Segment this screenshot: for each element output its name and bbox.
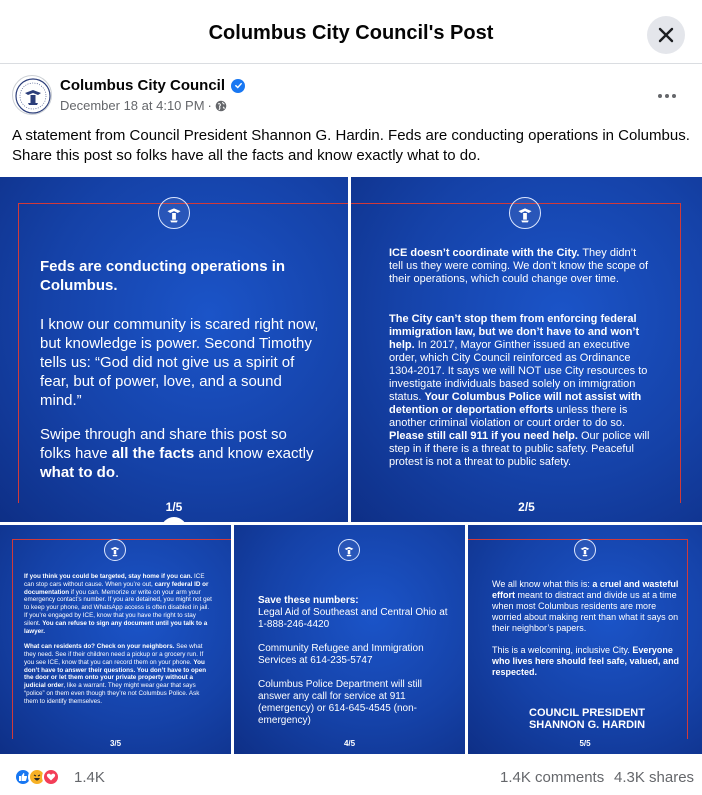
more-dot-icon <box>658 94 662 98</box>
post-stats <box>0 760 702 795</box>
slide-page-number: 4/5 <box>343 739 356 748</box>
slide-heading: Feds are conducting operations in Columbus. <box>40 258 286 294</box>
post-author[interactable] <box>60 77 245 94</box>
slide-body: ICE doesn’t coordinate with the City. They didn’t tell us they were coming. We don’t know the scope of their operations, which could change over time. <box>389 247 649 285</box>
slide-page-number: 3/5 <box>109 739 122 748</box>
more-options-button[interactable] <box>652 84 682 108</box>
close-button[interactable] <box>647 16 685 54</box>
seal-icon <box>509 197 541 229</box>
slide-body: If you think you could be targeted, stay home if you can. ICE can stop cars without cause. When you’re out, carry federal ID or documentation if you can. Memorize or write on your arm your emergency contact’s number. If you are detained, you might not get to keep your phone, and WhatsApp access is often disabled in jail. If you’re engaged by ICE, know that you have the right to stay silent. You can refuse to sign any document until you talk to a lawyer. What can residents do? Check on your neighbors. See what they need. See if their children need a pickup or a grocery run. If you see ICE, know that you can record them on your phone. You don’t have to answer their questions. You don’t have to open the door or let them onto your private property without a judicial order, like a warrant. They might wear gear that says “police” on them even though they’re not Columbus Police. Ask them to identify themselves. <box>24 573 212 705</box>
author-name[interactable]: Columbus City Council <box>60 77 225 94</box>
seal-icon <box>158 197 190 229</box>
meta-separator: · <box>207 98 212 113</box>
slide-marker <box>161 517 187 522</box>
slide-body: I know our community is scared right now, but knowledge is power. Second Timothy tells us: “God did not give us a spirit of fear, but of power, love, and a sound mind.” <box>40 316 319 409</box>
slide-4[interactable] <box>234 525 465 754</box>
seal-icon <box>338 539 360 561</box>
city-seal-icon <box>13 76 52 115</box>
avatar[interactable] <box>12 75 52 115</box>
more-dot-icon <box>672 94 676 98</box>
more-dot-icon <box>665 94 669 98</box>
slide-1[interactable] <box>0 177 348 522</box>
reaction-icons[interactable] <box>14 768 56 786</box>
slide-page-number: 2/5 <box>518 500 535 514</box>
dialog-title: Columbus City Council's Post <box>208 22 494 44</box>
slide-body: The City can’t stop them from enforcing federal immigration law, but we don’t have to and won’t help. In 2017, Mayor Ginther issued an executive order, which City Council reinforced as Ordinance 1304-2017. It says we will NOT use City resources to investigate individuals based solely on immigration status. Your Columbus Police will not assist with detention or deportation efforts unless there is another criminal violation or court order to do so. Please still call 911 if you need help. Our police will step in if there is a threat to public safety. Peaceful protest is not a threat to public safety. <box>389 313 650 468</box>
reaction-count[interactable]: 1.4K <box>74 769 105 786</box>
slide-body: Save these numbers: Legal Aid of Southeast and Central Ohio at 1-888-246-4420 Community Refugee and Immigration Services at 614-235-5747 Columbus Police Department will still answer any call for service at 911 (emergency) or 614-645-4545 (non-emergency) <box>258 595 448 726</box>
post-meta <box>60 98 227 113</box>
slide-5[interactable] <box>468 525 702 754</box>
love-icon <box>42 768 60 786</box>
seal-icon <box>104 539 126 561</box>
slide-page-number: 5/5 <box>579 739 591 748</box>
slide-page-number: 1/5 <box>165 500 183 514</box>
slide-body: We all know what this is: a cruel and wasteful effort meant to distract and divide us at a time when most Columbus residents are more worried about making rent than what it says on their neighbor’s papers. This is a welcoming, inclusive City. Everyone who lives here should feel safe, valued, and respected. <box>492 579 680 677</box>
slide-swipe-text: Swipe through and share this post so folks have all the facts and know exactly what to do. <box>40 426 314 481</box>
shares-count[interactable]: 4.3K shares <box>614 769 695 786</box>
post-caption: A statement from Council President Shannon G. Hardin. Feds are conducting operations in Columbus. Share this post so folks have all the facts and know exactly what to do. <box>12 127 690 164</box>
seal-icon <box>574 539 596 561</box>
slide-3[interactable] <box>0 525 231 754</box>
post-timestamp[interactable]: December 18 at 4:10 PM <box>60 98 205 113</box>
close-icon <box>658 27 674 43</box>
slide-2[interactable] <box>351 177 702 522</box>
comments-count[interactable]: 1.4K comments <box>500 769 605 786</box>
slide-signature: COUNCIL PRESIDENT SHANNON G. HARDIN <box>528 707 646 731</box>
photo-grid <box>0 177 702 754</box>
globe-icon[interactable] <box>215 100 227 112</box>
dialog-header <box>0 0 702 64</box>
verified-badge-icon <box>231 79 245 93</box>
